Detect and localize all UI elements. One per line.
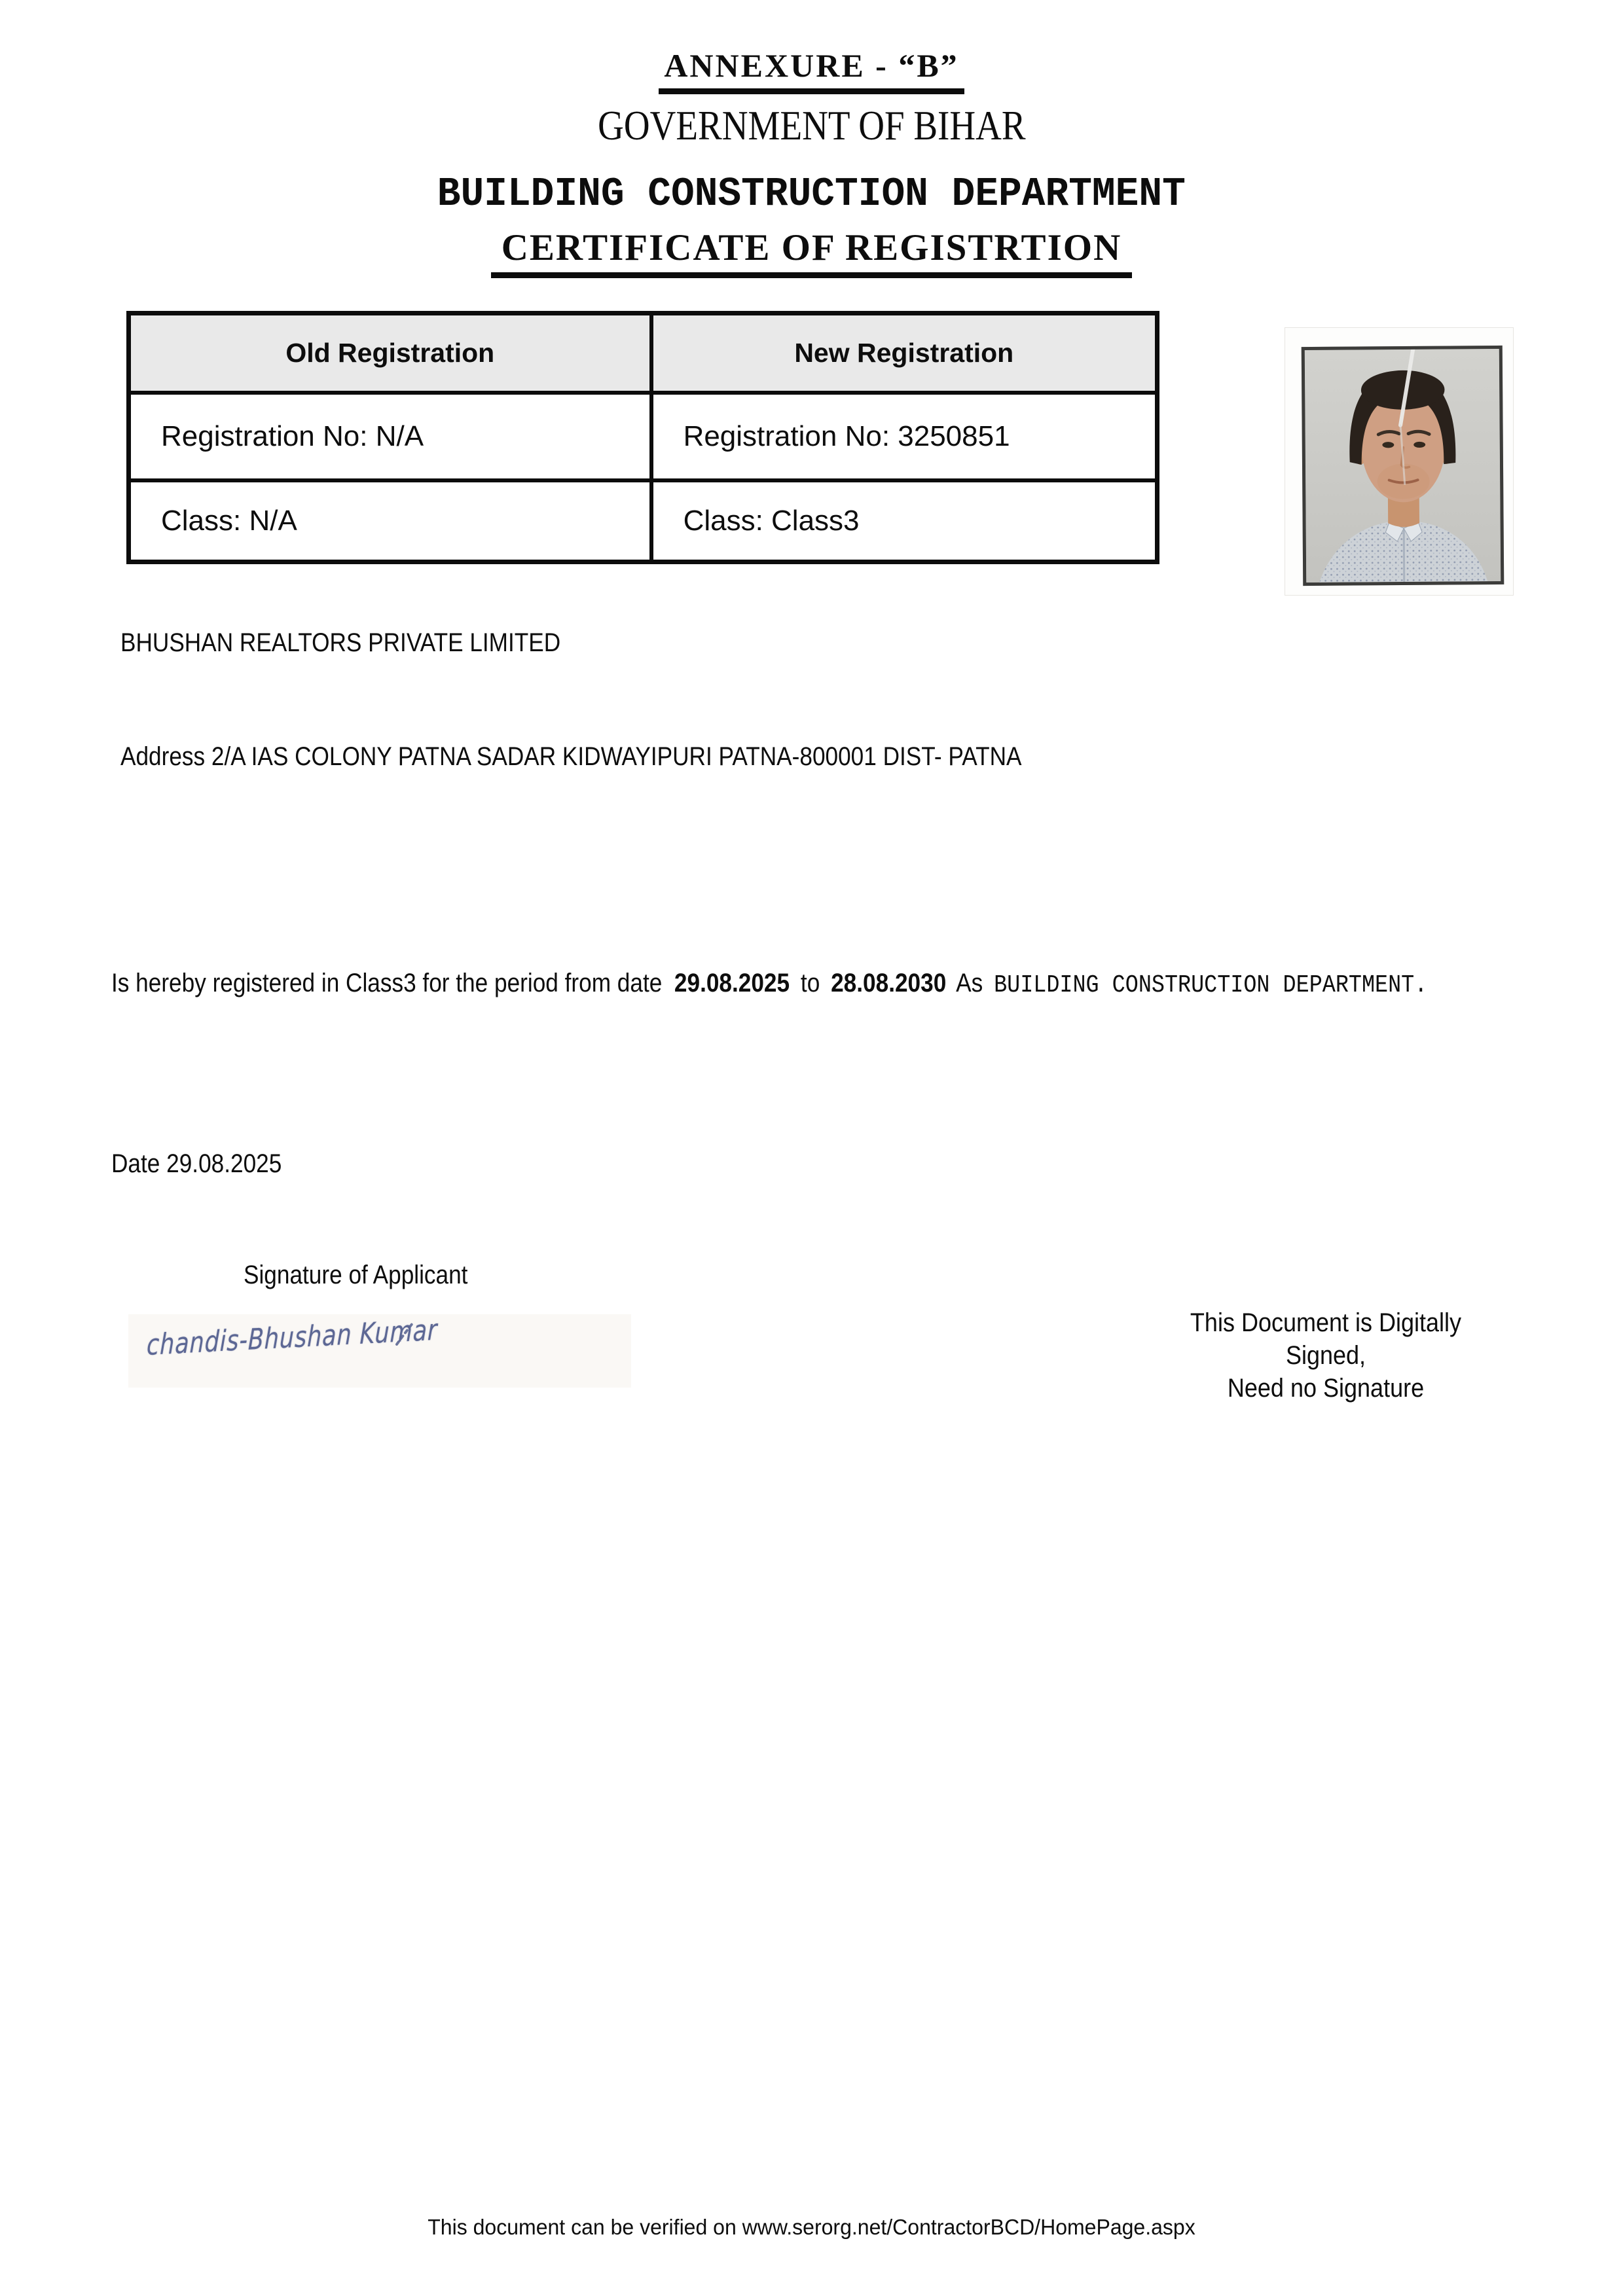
registration-table <box>126 311 1159 564</box>
certificate-title <box>0 229 1623 278</box>
new-registration-header: New Registration <box>651 314 1158 393</box>
department-title <box>0 171 1623 217</box>
new-registration-no-cell: Registration No: 3250851 <box>651 393 1158 480</box>
table-header-row <box>129 314 1158 393</box>
old-class-cell: Class: N/A <box>129 480 651 562</box>
company-name: BHUSHAN REALTORS PRIVATE LIMITED <box>120 628 561 657</box>
digitally-signed-note <box>1120 1306 1532 1405</box>
government-title-text: GOVERNMENT OF BIHAR <box>597 102 1026 149</box>
applicant-photo <box>1285 327 1514 596</box>
table-row <box>129 393 1158 480</box>
annexure-title-text: ANNEXURE - “B” <box>659 49 964 94</box>
applicant-signature <box>128 1314 631 1388</box>
new-class-cell: Class: Class3 <box>651 480 1158 562</box>
statement-as-label: As <box>956 969 983 997</box>
annexure-title <box>0 49 1623 94</box>
applicant-photo-frame <box>1302 346 1504 586</box>
statement-to-date: 28.08.2030 <box>831 969 947 997</box>
registration-statement <box>111 967 1427 1001</box>
government-title <box>0 102 1623 149</box>
digitally-signed-line: This Document is Digitally <box>1190 1308 1462 1337</box>
issue-date-line: Date 29.08.2025 <box>111 1149 282 1178</box>
old-registration-no-cell: Registration No: N/A <box>129 393 651 480</box>
table-row <box>129 480 1158 562</box>
old-registration-header: Old Registration <box>129 314 651 393</box>
signature-handwriting: chandis-Bhushan Kumar <box>146 1313 438 1363</box>
signature-flourish-icon <box>395 1321 415 1347</box>
statement-from-date: 29.08.2025 <box>674 969 790 997</box>
address-line: Address 2/A IAS COLONY PATNA SADAR KIDWAYIPURI PATNA-800001 DIST- PATNA <box>120 742 1022 771</box>
department-title-text: BUILDING CONSTRUCTION DEPARTMENT <box>437 171 1186 217</box>
statement-department: BUILDING CONSTRUCTION DEPARTMENT. <box>994 971 1428 999</box>
digitally-signed-line: Signed, <box>1285 1341 1366 1370</box>
signature-label: Signature of Applicant <box>244 1261 468 1289</box>
verification-note: This document can be verified on www.serorg.net/ContractorBCD/HomePage.aspx <box>428 2215 1195 2239</box>
digitally-signed-line: Need no Signature <box>1227 1374 1425 1403</box>
statement-prefix: Is hereby registered in Class3 for the period from date <box>111 969 663 997</box>
statement-connector: to <box>800 969 820 997</box>
certificate-title-text: CERTIFICATE OF REGISTRTION <box>491 229 1133 278</box>
applicant-portrait-image <box>1305 349 1501 583</box>
